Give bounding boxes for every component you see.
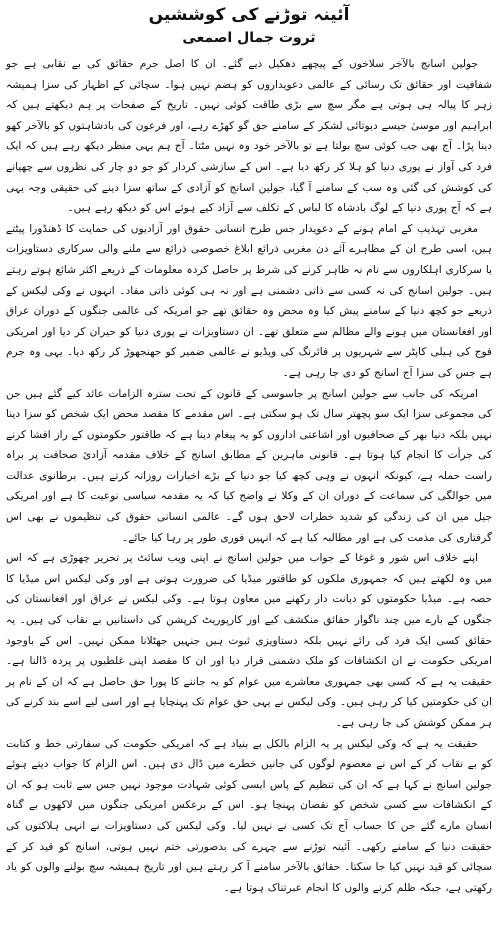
article-paragraph: مغربی تہذیب کے امام ہونے کے دعویدار جس طرح انسانی حقوق اور آزادیوں کی حمایت کا ڈھنڈورا پیٹتے ہیں، اسی طرح ان کے مظاہرے آئے دن مغربی ذرائع ابلاغ خصوصی ذرائع سے ملنے والی سرکاری دستاویزات یا سرکاری اہلکاروں سے نام نہ ظاہر کرنے کی شرط پر حاصل کردہ معلومات کے ذریعے اکثر شائع ہوتے رہتے ہیں۔ جولین اسانج کی نہ کسی سے ذاتی دشمنی ہے اور نہ ہی کوئی ذاتی مفاد۔ انہوں نے وکی لیکس کے ذریعے جو کچھ دنیا کے سامنے پیش کیا وہ محض وہ حقائق تھے جو امریکہ کی عالمی جنگوں کے دوران عراق اور افغانستان میں ہونے والے مظالم سے متعلق تھے۔ ان دستاویزات نے پوری دنیا کو حیران کر دیا اور امریکی فوج کی ہیلی کاپٹر سے شہریوں پر فائرنگ کی ویڈیو نے عالمی ضمیر کو جھنجھوڑ کر رکھ دیا۔ یہی وہ جرم ہے جس کی سزا آج اسانج کو دی جا رہی ہے۔ [6,222,492,379]
article-paragraph: امریکہ کی جانب سے جولین اسانج پر جاسوسی کے قانون کے تحت سترہ الزامات عائد کیے گئے ہیں جن کی مجموعی سزا ایک سو پچھتر سال تک ہو سکتی ہے۔ اس مقدمے کا مقصد محض ایک شخص کو سزا دینا نہیں بلکہ دنیا بھر کے صحافیوں اور اشاعتی اداروں کو یہ پیغام دینا ہے کہ طاقتور حکومتوں کے راز افشا کرنے کی جرأت کا انجام کیا ہوتا ہے۔ قانونی ماہرین کے مطابق اسانج کے خلاف مقدمہ آزادیٔ صحافت پر براہ راست حملہ ہے، کیونکہ انہوں نے وہی کچھ کیا جو دنیا کے بڑے اخبارات روزانہ کرتے ہیں۔ برطانوی عدالت میں حوالگی کی سماعت کے دوران ان کے وکلا نے واضح کیا کہ یہ مقدمہ سیاسی نوعیت کا ہے اور امریکی جیل میں ان کی زندگی کو شدید خطرات لاحق ہوں گے۔ عالمی انسانی حقوق کی تنظیموں نے بھی اس گرفتاری کی مذمت کی ہے اور مطالبہ کیا ہے کہ انہیں فوری طور پر رہا کیا جائے۔ [6,387,492,544]
article-body [6,54,492,898]
article-paragraph: حقیقت یہ ہے کہ وکی لیکس پر یہ الزام بالکل بے بنیاد ہے کہ امریکی حکومت کی سفارتی خط و کتابت کو بے نقاب کر کے اس نے معصوم لوگوں کی جانیں خطرے میں ڈال دی ہیں۔ اس الزام کا جواب دیتے ہوئے جولین اسانج نے کہا ہے کہ ان کی تنظیم کے پاس ایسی کوئی شہادت موجود نہیں جس سے ثابت ہو کہ ان کے انکشافات سے کسی شخص کو نقصان پہنچا ہو۔ اس کے برعکس امریکی جنگوں میں لاکھوں بے گناہ انسان مارے گئے جن کا حساب آج تک کسی نے نہیں لیا۔ وکی لیکس کی دستاویزات نے انہی ہلاکتوں کی حقیقت دنیا کے سامنے رکھی۔ آئینہ توڑنے سے چہرے کی بدصورتی ختم نہیں ہوتی، اسانج کو قید کر کے سچائی کو قید نہیں کیا جا سکتا۔ حقائق بالآخر سامنے آ کر رہتے ہیں اور تاریخ ہمیشہ سچ بولنے والوں کو یاد رکھتی ہے، جبکہ ظلم کرنے والوں کا انجام عبرتناک ہوتا ہے۔ [6,737,492,894]
article-paragraph: جولین اسانج بالآخر سلاخوں کے پیچھے دھکیل دیے گئے۔ ان کا اصل جرم حقائق کی بے نقابی ہے جو شفافیت اور حقائق تک رسائی کے عالمی دعویداروں کو ہضم نہیں ہوا۔ سچائی کے اظہار کی سزا ہمیشہ زہر کا پیالہ ہی ہوتی ہے مگر سچ سے بڑی طاقت کوئی نہیں۔ تاریخ کے صفحات پر ہم دیکھتے ہیں کہ ابراہیم اور موسیٰ جیسے دیوتائی لشکر کے سامنے حق گو کھڑے رہے، اور فرعون کی بادشاہتوں کو بالآخر کھو دینا پڑا۔ آج بھی جب کوئی سچ بولتا ہے تو بالآخر خود وہ نہیں مٹتا۔ آج ہم یہی منظر دیکھ رہے ہیں کہ ایک فرد کی آواز نے پوری دنیا کو ہلا کر رکھ دیا ہے۔ اس کے سازشی کردار کو جو دو چار کی نظروں سے چھپانے کی کوشش کی گئی وہ سب کے سامنے آ گیا، جولین اسانج کو آزادی کے ساتھ سزا دینے کی حقیقی وجہ یہی ہے کہ آج پوری دنیا کے لوگ بادشاہ کا لباس کے تکلف سے آزاد کیے ہوئے اس کو دیکھ رہے ہیں۔ [6,58,492,215]
article-title: آئینہ توڑنے کی کوششیں [148,5,350,25]
author-byline: ثروت جمال اصمعی [182,30,316,46]
article-paragraph: اپنے خلاف اس شور و غوغا کے جواب میں جولین اسانج نے اپنی ویب سائٹ پر تحریر چھوڑی ہے کہ اس میں وہ لکھتے ہیں کہ جمہوری ملکوں کو طاقتور میڈیا کی ضرورت ہوتی ہے اور وکی لیکس اس میڈیا کا حصہ ہے۔ میڈیا حکومتوں کو دیانت دار رکھنے میں معاون ہوتا ہے۔ وکی لیکس نے عراق اور افغانستان کی جنگوں کے بارے میں چند ناگوار حقائق منکشف کیے اور کارپوریٹ کرپشن کی داستانیں بے نقاب کی ہیں۔ یہ حقائق کسی ایک فرد کی رائے نہیں بلکہ دستاویزی ثبوت ہیں جنہیں جھٹلانا ممکن نہیں۔ اس کے باوجود امریکی حکومت نے ان انکشافات کو ملک دشمنی قرار دیا اور ان کا مقصد اپنی غلطیوں پر پردہ ڈالنا ہے۔ حقیقت یہ ہے کہ کسی بھی جمہوری معاشرے میں عوام کو یہ جاننے کا پورا حق حاصل ہے کہ ان کے نام پر ان کی حکومتیں کیا کر رہی ہیں۔ وکی لیکس نے یہی حق عوام تک پہنچایا ہے اور اسی لیے اسے بند کرنے کی ہر ممکن کوشش کی جا رہی ہے۔ [5,552,492,729]
